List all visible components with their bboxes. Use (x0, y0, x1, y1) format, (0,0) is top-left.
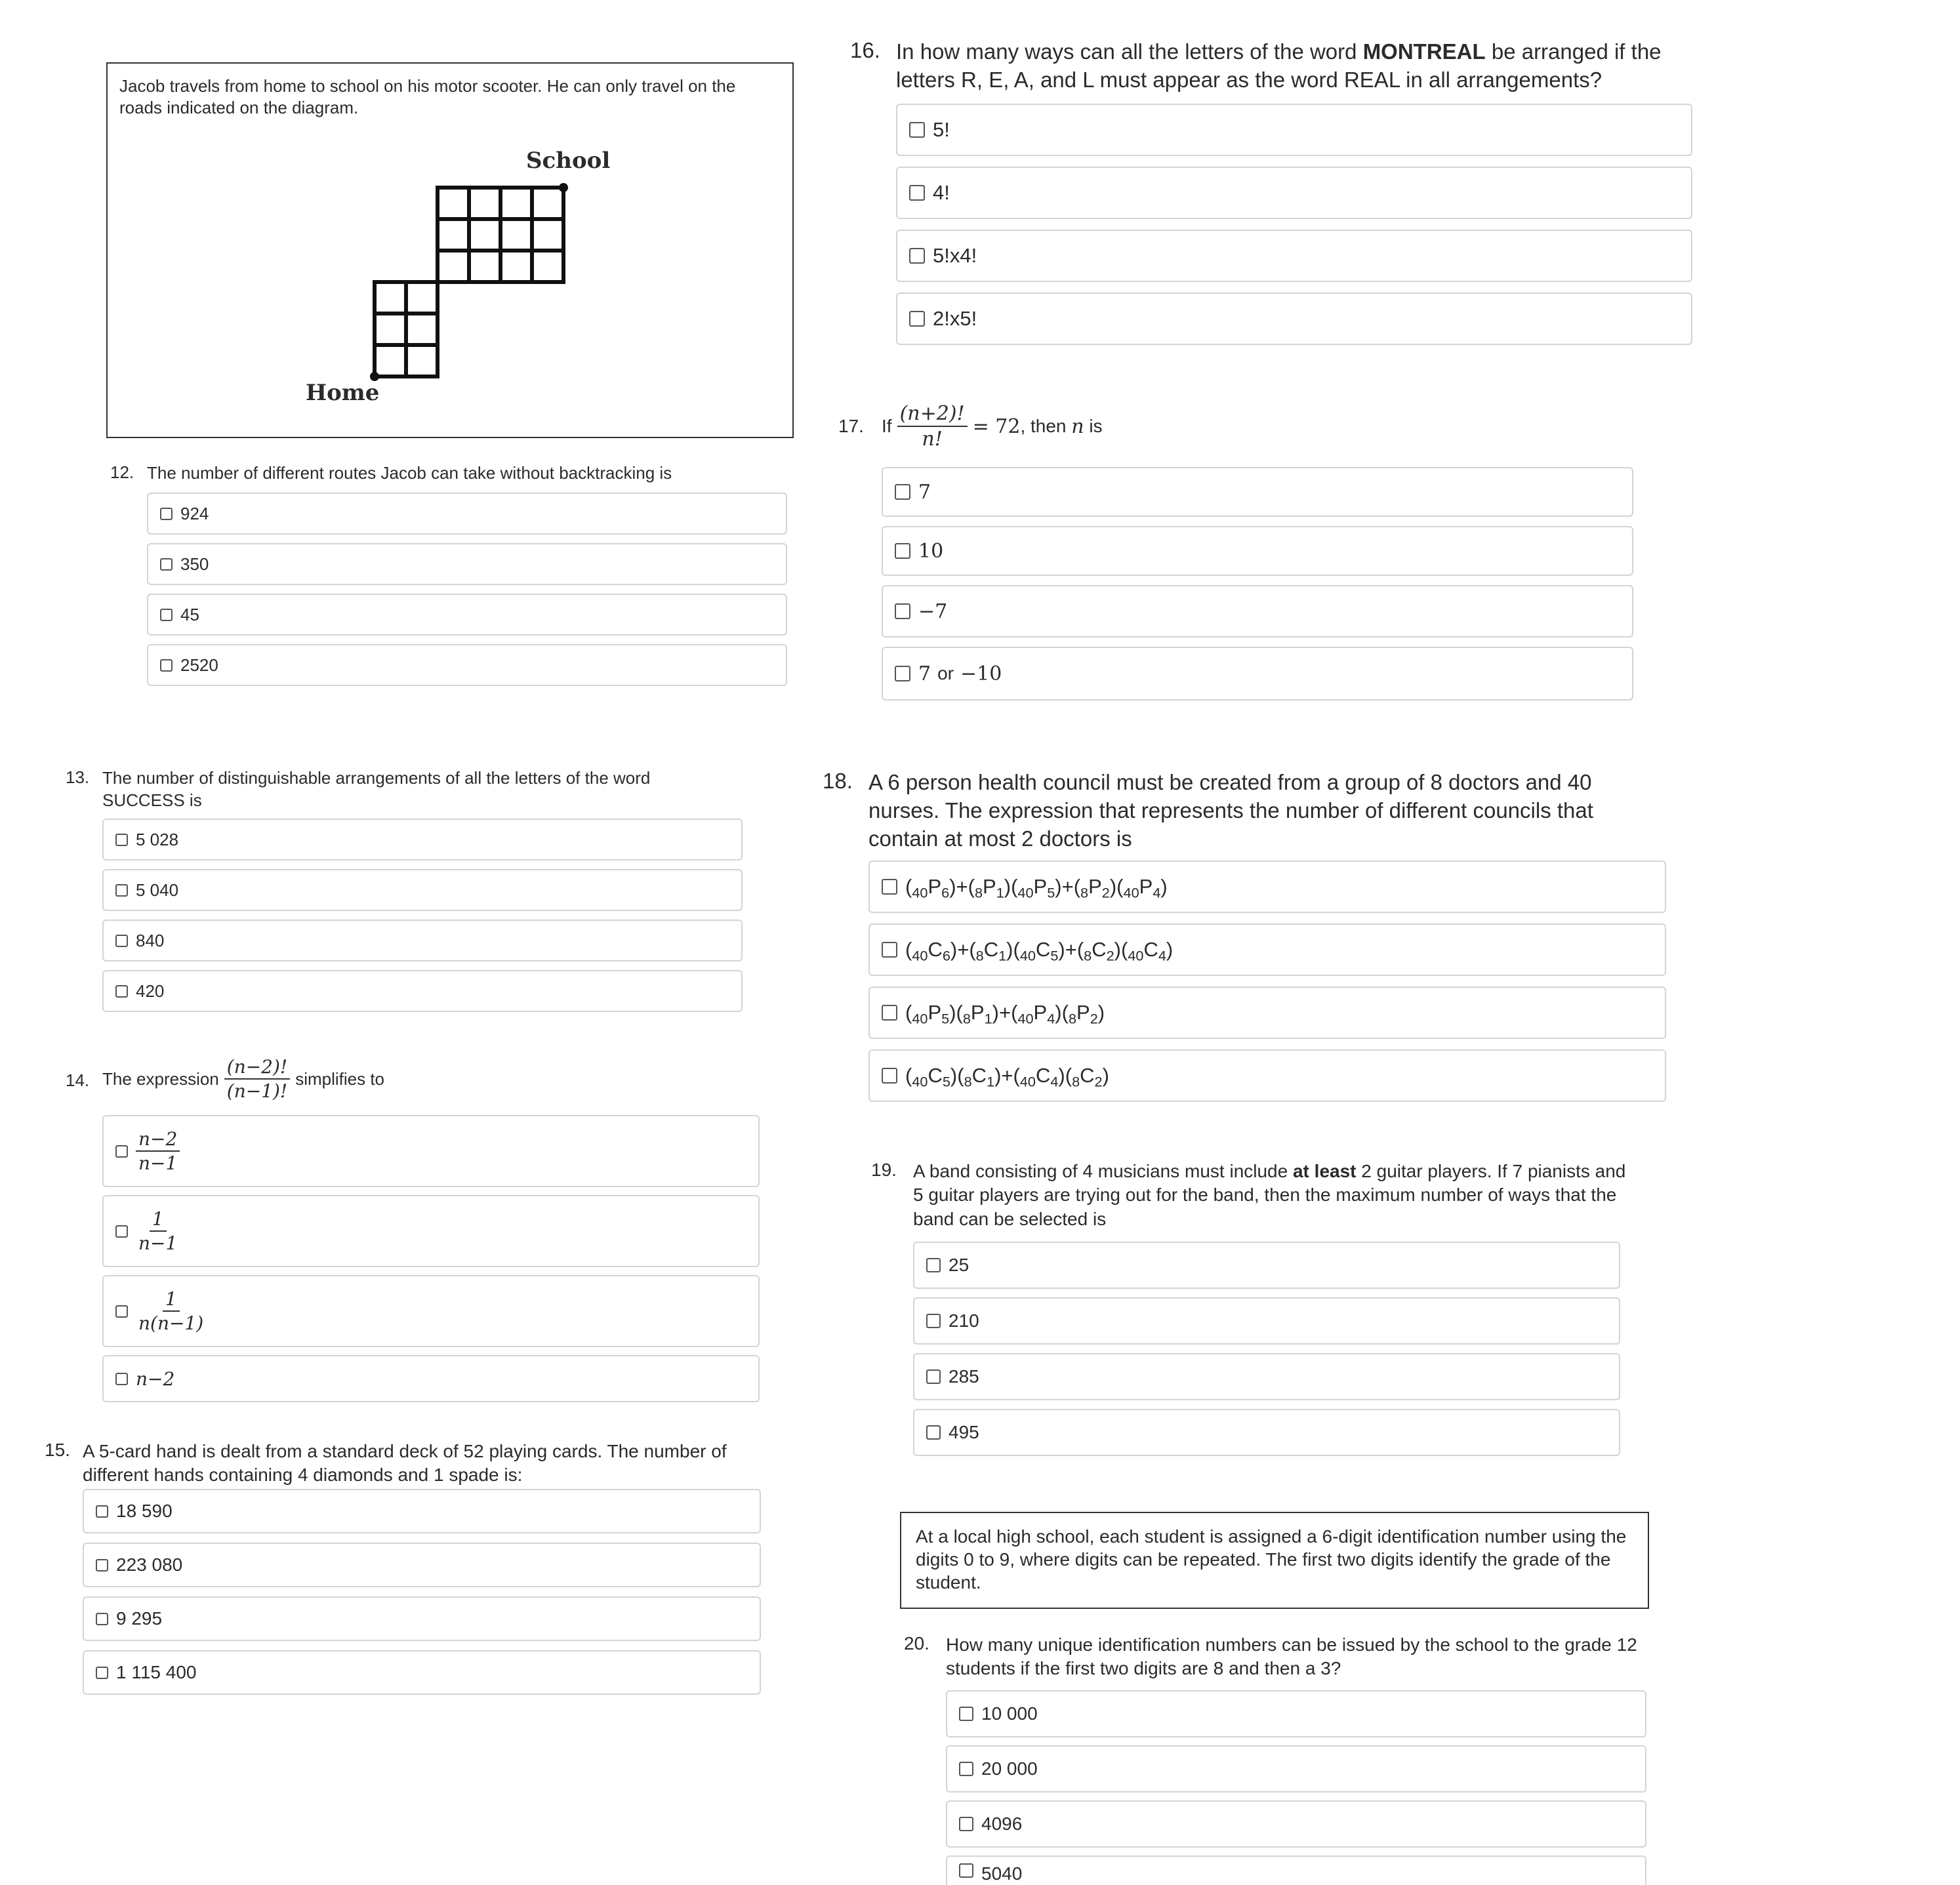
id-number-context-text: At a local high school, each student is assigned a 6-digit identification number using the digits 0 to 9, where digits can be repeated. The first two digits identify the grade of the student. (916, 1526, 1627, 1592)
checkbox-icon[interactable] (96, 1667, 108, 1679)
q20-option-2-label: 20 000 (981, 1758, 1038, 1779)
q14-prompt-pre: The expression (102, 1068, 219, 1089)
q17-option-1-label: 7 (918, 480, 931, 504)
q18-option-2[interactable] (868, 923, 1666, 976)
q16-option-3-label: 5!x4! (933, 244, 977, 267)
checkbox-icon[interactable] (926, 1425, 941, 1440)
checkbox-icon[interactable] (909, 185, 925, 201)
q17-option-4-b: −10 (960, 662, 1002, 685)
checkbox-icon[interactable] (882, 1068, 897, 1084)
checkbox-icon[interactable] (926, 1369, 941, 1384)
checkbox-icon[interactable] (96, 1505, 108, 1518)
q19-option-2[interactable] (913, 1297, 1620, 1345)
q17-prompt-eq: = 72 (972, 415, 1021, 438)
checkbox-icon[interactable] (115, 1145, 128, 1158)
school-label: School (526, 148, 611, 174)
q13-option-4-label: 420 (136, 981, 165, 1001)
checkbox-icon[interactable] (115, 884, 128, 897)
checkbox-icon[interactable] (115, 1373, 128, 1385)
q19-bold: at least (1292, 1161, 1357, 1181)
q17-option-4[interactable] (882, 647, 1633, 700)
checkbox-icon[interactable] (115, 985, 128, 998)
q17-option-4-a: 7 (918, 662, 931, 685)
q14-option-2[interactable] (102, 1195, 760, 1267)
q19-option-3-label: 285 (949, 1366, 979, 1387)
q19-text-post: 2 guitar players. If 7 pianists and 5 guitar players are trying out for the band, then the maximum number of ways that the band can be selected is (913, 1161, 1626, 1229)
q14-option-1-fraction (136, 1127, 180, 1175)
q15-option-4-label: 1 115 400 (116, 1662, 197, 1682)
checkbox-icon[interactable] (160, 508, 173, 520)
checkbox-icon[interactable] (926, 1258, 941, 1272)
q16-text-pre: In how many ways can all the letters of the word (896, 39, 1363, 64)
q19-text-pre: A band consisting of 4 musicians must include (913, 1161, 1293, 1181)
q13-option-3-label: 840 (136, 930, 165, 950)
q17-option-4-or: or (937, 663, 954, 683)
q16-option-3[interactable] (896, 230, 1692, 282)
q17-option-3-label: −7 (918, 599, 948, 623)
q16-text-post: be arranged if the letters R, E, A, and L must appear as the word REAL in all arrangements? (896, 39, 1662, 92)
q17-prompt-post1: , then (1020, 416, 1072, 436)
q18-option-3-expr: $(_{40}P_5)(_8P_1)+(_{40}P_4)(_8P_2)$ (905, 1001, 1105, 1027)
q17-option-2[interactable] (882, 526, 1633, 576)
q12-option-1[interactable] (147, 493, 787, 535)
q16-option-1[interactable] (896, 104, 1692, 156)
q15-option-1[interactable] (83, 1489, 761, 1533)
q20-option-4[interactable] (946, 1855, 1646, 1885)
q15-option-3[interactable] (83, 1596, 761, 1641)
q15-option-4[interactable] (83, 1650, 761, 1695)
q17-prompt-var: n (1071, 415, 1084, 438)
q14-option-4-label: n−2 (136, 1368, 175, 1390)
q14-option-1-den: n−1 (138, 1152, 178, 1174)
q17-prompt-post2: is (1084, 416, 1103, 436)
checkbox-icon[interactable] (96, 1559, 108, 1571)
q19-option-4[interactable] (913, 1409, 1620, 1456)
q12-option-2-label: 350 (180, 554, 209, 574)
q19-option-1[interactable] (913, 1242, 1620, 1289)
q20-option-4-label: 5040 (981, 1863, 1023, 1884)
q14-option-3-den: n(n−1) (138, 1312, 204, 1334)
q14-prompt-fraction (224, 1055, 290, 1103)
route-context-box (106, 62, 794, 438)
q14-option-3-fraction (136, 1287, 206, 1335)
q14-option-2-num: 1 (150, 1207, 167, 1232)
checkbox-icon[interactable] (882, 1005, 897, 1021)
q19-option-1-label: 25 (949, 1255, 970, 1275)
id-number-context-box (900, 1512, 1649, 1609)
q13-option-2[interactable] (102, 869, 743, 911)
q17-prompt-pre: If (882, 416, 892, 436)
checkbox-icon[interactable] (160, 659, 173, 672)
q15-option-2-label: 223 080 (116, 1554, 183, 1575)
q20-text: How many unique identification numbers can be issued by the school to the grade 12 students if the first two digits are 8 and then a 3? (946, 1634, 1637, 1679)
q14-option-3-num: 1 (163, 1287, 180, 1312)
checkbox-icon[interactable] (895, 603, 910, 619)
home-label: Home (306, 380, 380, 406)
q13-option-1[interactable] (102, 819, 743, 861)
q17-option-1[interactable] (882, 467, 1633, 517)
checkbox-icon[interactable] (882, 942, 897, 958)
q19-option-4-label: 495 (949, 1422, 979, 1442)
q15-option-3-label: 9 295 (116, 1608, 163, 1629)
q20-option-2[interactable] (946, 1745, 1646, 1793)
checkbox-icon[interactable] (96, 1613, 108, 1625)
checkbox-icon[interactable] (882, 879, 897, 895)
checkbox-icon[interactable] (959, 1762, 973, 1776)
q14-option-4[interactable] (102, 1355, 760, 1402)
q18-option-1-expr: $(_{40}P_6)+(_8P_1)(_{40}P_5)+(_8P_2)(_{40}P_4)$ (905, 875, 1168, 901)
q18-option-1[interactable] (868, 861, 1666, 913)
checkbox-icon[interactable] (959, 1863, 973, 1878)
q13-option-1-label: 5 028 (136, 829, 179, 849)
q12-text: The number of different routes Jacob can take without backtracking is (147, 463, 672, 483)
q19-option-3[interactable] (913, 1353, 1620, 1400)
q13-number: 13. (66, 767, 90, 787)
q14-prompt (102, 1053, 384, 1105)
q12-option-3-label: 45 (180, 604, 199, 624)
q16-option-2-label: 4! (933, 181, 950, 204)
q18-option-4-expr: $(_{40}C_5)(_8C_1)+(_{40}C_4)(_8C_2)$ (905, 1064, 1109, 1090)
q18-text: A 6 person health council must be created from a group of 8 doctors and 40 nurses. The expression that represents the number of different councils that contain at most 2 doctors is (868, 770, 1593, 851)
q12-option-4[interactable] (147, 644, 787, 686)
q17-number: 17. (838, 416, 864, 436)
q18-option-4[interactable] (868, 1049, 1666, 1102)
q15-text: A 5-card hand is dealt from a standard deck of 52 playing cards. The number of different hands containing 4 diamonds and 1 spade is: (83, 1441, 727, 1486)
q14-option-2-den: n−1 (138, 1232, 178, 1254)
checkbox-icon[interactable] (926, 1314, 941, 1328)
q17-prompt-fraction-den: n! (922, 428, 943, 451)
q19-number: 19. (871, 1160, 897, 1180)
checkbox-icon[interactable] (909, 122, 925, 138)
checkbox-icon[interactable] (115, 935, 128, 947)
q12-option-4-label: 2520 (180, 655, 218, 675)
q20-option-3[interactable] (946, 1800, 1646, 1848)
q15-number: 15. (45, 1440, 70, 1460)
q14-option-1-num: n−2 (136, 1127, 180, 1152)
q16-option-4[interactable] (896, 293, 1692, 345)
route-grid-diagram (108, 64, 795, 439)
q16-number: 16. (850, 38, 880, 62)
q19-option-2-label: 210 (949, 1310, 979, 1331)
q17-option-2-label: 10 (918, 539, 944, 563)
checkbox-icon[interactable] (115, 1305, 128, 1318)
q20-option-1[interactable] (946, 1690, 1646, 1737)
q14-option-1[interactable] (102, 1115, 760, 1187)
q13-option-4[interactable] (102, 970, 743, 1012)
checkbox-icon[interactable] (959, 1707, 973, 1721)
q14-prompt-fraction-num: (n−2)! (224, 1055, 290, 1080)
checkbox-icon[interactable] (160, 609, 173, 621)
q12-option-2[interactable] (147, 543, 787, 585)
q17-option-3[interactable] (882, 585, 1633, 638)
q16-option-2[interactable] (896, 167, 1692, 219)
q14-option-2-fraction (136, 1207, 180, 1255)
q15-option-1-label: 18 590 (116, 1501, 173, 1521)
q14-prompt-post: simplifies to (295, 1068, 385, 1089)
q12-option-3[interactable] (147, 594, 787, 636)
q20-option-1-label: 10 000 (981, 1703, 1038, 1724)
q13-option-2-label: 5 040 (136, 880, 179, 900)
q18-option-2-expr: $(_{40}C_6)+(_8C_1)(_{40}C_5)+(_8C_2)(_{40}C_4)$ (905, 938, 1174, 964)
q12-option-1-label: 924 (180, 503, 209, 523)
q18-number: 18. (823, 769, 853, 793)
q14-option-3[interactable] (102, 1275, 760, 1347)
q12-number: 12. (110, 462, 134, 482)
q16-option-1-label: 5! (933, 118, 950, 141)
q14-prompt-fraction-den: (n−1)! (226, 1080, 288, 1102)
checkbox-icon[interactable] (909, 248, 925, 264)
q20-number: 20. (904, 1633, 929, 1653)
q14-number: 14. (66, 1070, 90, 1090)
q17-prompt-fraction (897, 401, 968, 452)
q16-option-4-label: 2!x5! (933, 307, 977, 330)
q18-option-3[interactable] (868, 986, 1666, 1039)
q16-word: MONTREAL (1362, 39, 1486, 64)
school-point (559, 183, 568, 192)
q16-text (896, 38, 1696, 94)
q17-prompt-fraction-num: (n+2)! (897, 401, 968, 428)
q17-prompt (882, 399, 1103, 454)
checkbox-icon[interactable] (909, 311, 925, 327)
checkbox-icon[interactable] (895, 543, 910, 559)
checkbox-icon[interactable] (115, 834, 128, 846)
q19-text (913, 1160, 1635, 1231)
q13-option-3[interactable] (102, 920, 743, 962)
checkbox-icon[interactable] (895, 666, 910, 681)
q13-text: The number of distinguishable arrangements of all the letters of the word SUCCESS is (102, 768, 651, 810)
checkbox-icon[interactable] (160, 558, 173, 571)
q15-option-2[interactable] (83, 1543, 761, 1587)
route-context-text: Jacob travels from home to school on his motor scooter. He can only travel on the roads indicated on the diagram. (119, 76, 736, 117)
checkbox-icon[interactable] (959, 1817, 973, 1831)
checkbox-icon[interactable] (895, 484, 910, 500)
q20-option-3-label: 4096 (981, 1814, 1023, 1834)
checkbox-icon[interactable] (115, 1225, 128, 1238)
